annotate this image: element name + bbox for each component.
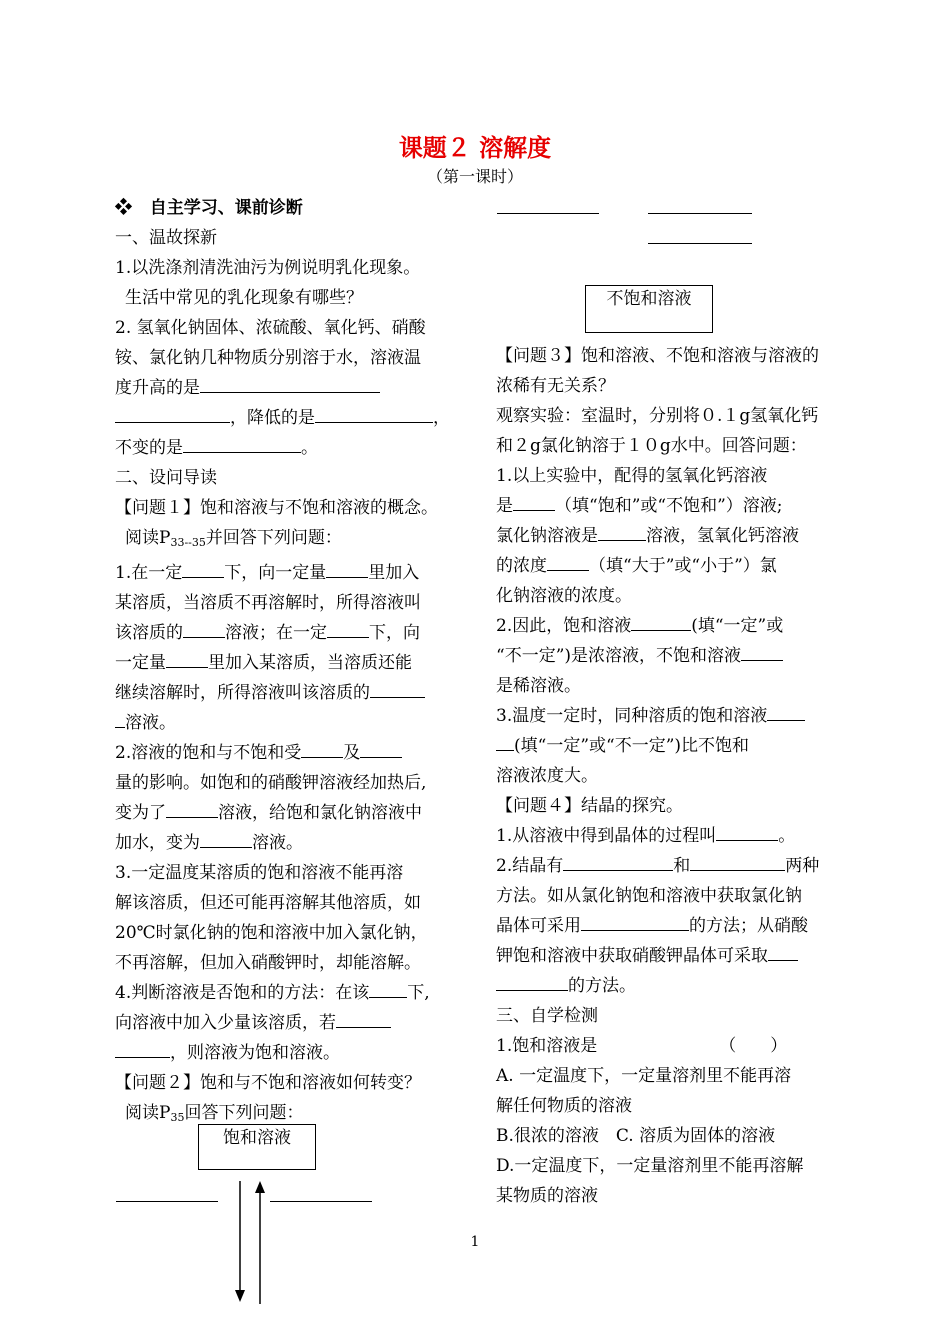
answer-blank[interactable] [496,732,514,751]
section-1-heading: 一、温故探新 [115,228,217,248]
answer-blank[interactable] [370,679,425,698]
answer-blank[interactable] [182,559,224,578]
answer-line[interactable] [270,1201,372,1202]
page-number: 1 [470,1234,480,1250]
answer-blank[interactable] [326,559,368,578]
problem-2-heading: 【问题２】饱和与不饱和溶液如何转变？ [115,1073,421,1093]
answer-blank[interactable] [598,522,646,541]
choice-b-c[interactable]: B.很浓的溶液 C. 溶质为固体的溶液 [496,1126,776,1146]
answer-blank[interactable] [690,852,785,871]
answer-blank[interactable] [301,739,343,758]
answer-line[interactable] [648,243,752,244]
answer-blank[interactable] [513,492,555,511]
answer-blank[interactable] [360,739,402,758]
problem-1-heading: 【问题１】饱和溶液与不饱和溶液的概念。 [115,498,438,518]
answer-blank[interactable] [768,942,798,961]
saturated-solution-box: 饱和溶液 [198,1124,316,1170]
diamond-bullet-icon: ❖ [115,198,132,218]
page-title: 课题２ 溶解度 [398,133,552,162]
answer-blank[interactable] [741,642,783,661]
answer-blank[interactable] [315,404,433,423]
answer-blank[interactable] [115,1039,170,1058]
section-heading: ❖ 自主学习、课前诊断 [115,198,303,218]
answer-blank[interactable] [183,434,301,453]
section-2-heading: 二、设问导读 [115,468,217,488]
page-subtitle: （第一课时） [426,167,523,186]
answer-blank[interactable] [563,852,673,871]
answer-line[interactable] [648,213,752,214]
answer-blank[interactable] [369,979,407,998]
answer-blank[interactable] [166,799,218,818]
answer-blank[interactable] [336,1009,391,1028]
answer-blank[interactable] [716,822,778,841]
answer-blank[interactable] [183,619,225,638]
answer-blank[interactable] [496,972,568,991]
answer-blank[interactable] [115,404,230,423]
section-3-heading: 三、自学检测 [496,1006,598,1026]
answer-line[interactable] [497,213,599,214]
unsaturated-solution-box: 不饱和溶液 [585,285,713,333]
answer-blank[interactable] [327,619,369,638]
answer-blank[interactable] [581,912,689,931]
answer-blank[interactable] [767,702,805,721]
answer-blank[interactable] [200,374,380,393]
choice-d[interactable]: D.一定温度下，一定量溶剂里不能再溶解 [496,1156,804,1176]
answer-blank[interactable] [166,649,208,668]
answer-blank[interactable] [547,552,589,571]
right-column: 【问题３】饱和溶液、不饱和溶液与溶液的 浓稀有无关系？ 观察实验：室温时，分别将０.１g氢氧化钙 和２g氯化钠溶于１０g水中。回答问题： 1.以上实验中，配得的氢氧化钙溶液 是 （填“饱和”或“不饱和”）溶液; 氯化钠溶液是 溶液，氢氧化钙溶液 的浓度 （填“大于”或“小于”）氯 化钠溶液的浓度。 2.因此，饱和溶液 (填“一定”或 “不一定”)是浓溶液，不饱和溶液 是稀溶液。 3.温度一定时，同种溶质的饱和溶液 (填“一定”或“不一定”)比不饱和 溶液浓度大。 【问题４】结晶的探究。 1.从溶液中得到晶体的过程叫 。 2.结晶有 和 两种 方法。如从氯化钠饱和溶液中获取氯化钠 晶体可采用 的方法；从硝酸 钾饱和溶液中获取硝酸钾晶体可采取 的方法。 三、自学检测 1.饱和溶液是 （ ） A. 一定温度下，一定量溶剂里不能再溶 解任何物质的溶液 B.很浓的溶液 C. 溶质为固体的溶液 D.一定温度下，一定量溶剂里不能再溶解 某物质的溶液 [496,341,841,1211]
choice-a[interactable]: A. 一定温度下，一定量溶剂里不能再溶 [496,1066,792,1086]
answer-blank[interactable] [115,709,125,728]
answer-line[interactable] [116,1201,218,1202]
problem-4-heading: 【问题４】结晶的探究。 [496,796,683,816]
answer-blank[interactable] [631,612,691,631]
answer-blank[interactable] [200,829,252,848]
left-column: ❖ 自主学习、课前诊断 一、温故探新 1.以洗涤剂清洗油污为例说明乳化现象。 生活中常见的乳化现象有哪些？ 2. 氢氧化钠固体、浓硫酸、氧化钙、硝酸 铵、氯化钠几种物质分别溶于水，溶液温 度升高的是 ，降低的是 ， 不变的是 。 二、设问导读 【问题１】饱和溶液与不饱和溶液的概念。 阅读$P_{33--35}$并回答下列问题： 1.在一定 下，向一定量 里加入 某溶质，当溶质不再溶解时，所得溶液叫 该溶质的 溶液；在一定 下，向 一定量 里加入某溶质，当溶质还能 继续溶解时，所得溶液叫该溶质的 溶液。 2.溶液的饱和与不饱和受 及 量的影响。如饱和的硝酸钾溶液经加热后, 变为了 溶液，给饱和氯化钠溶液中 加水，变为 溶液。 3.一定温度某溶质的饱和溶液不能再溶 解该溶质，但还可能再溶解其他溶质，如 20℃时氯化钠的饱和溶液中加入氯化钠， 不再溶解，但加入硝酸钾时，却能溶解。 4.判断溶液是否饱和的方法：在该 下, 向溶液中加入少量该溶质，若 ，则溶液为饱和溶液。 【问题２】饱和与不饱和溶液如何转变？ 阅读$P_{35}$回答下列问题： [115,193,470,1133]
answer-bracket[interactable]: （ ） [719,1036,788,1056]
problem-3-heading: 【问题３】饱和溶液、不饱和溶液与溶液的 [496,346,819,366]
